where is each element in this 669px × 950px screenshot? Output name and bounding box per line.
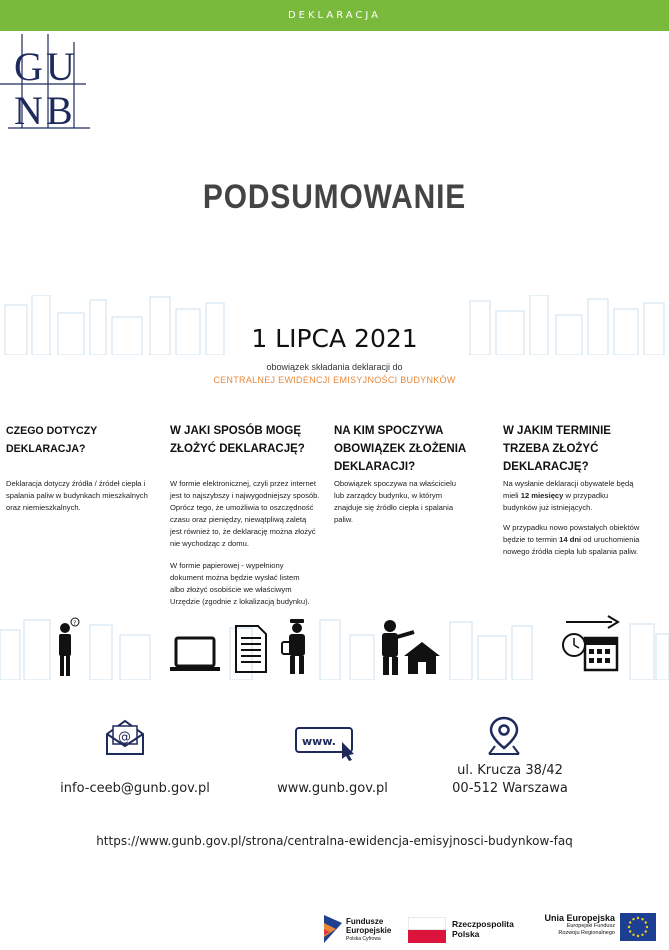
page-title: PODSUMOWANIE bbox=[202, 178, 467, 216]
eu-star bbox=[645, 930, 647, 932]
email-address[interactable]: info-ceeb@gunb.gov.pl bbox=[60, 781, 210, 796]
eu-star bbox=[637, 935, 639, 937]
eu-flag-icon bbox=[620, 913, 656, 941]
website-link[interactable]: www.gunb.gov.pl bbox=[277, 781, 388, 796]
postman-icon bbox=[282, 619, 305, 674]
illustration-icons bbox=[0, 612, 669, 682]
location-pin-icon bbox=[486, 716, 522, 756]
column-heading: CZEGO DOTYCZY DEKLARACJA? bbox=[6, 425, 98, 455]
eu-star bbox=[629, 921, 631, 923]
eu-star bbox=[641, 934, 643, 936]
header-bar bbox=[0, 0, 669, 31]
fe-line2: Europejskie bbox=[346, 926, 392, 935]
header-label: DEKLARACJA bbox=[287, 10, 382, 21]
svg-text:www.: www. bbox=[302, 735, 336, 748]
column-who bbox=[334, 422, 494, 524]
rp-line1: Rzeczpospolita bbox=[452, 919, 514, 929]
column-what bbox=[6, 422, 166, 512]
ue-line2: Europejski Fundusz bbox=[566, 923, 615, 929]
person-question-icon bbox=[59, 618, 79, 676]
document-icon bbox=[236, 626, 266, 672]
address-line2: 00-512 Warszawa bbox=[452, 781, 568, 796]
eu-star bbox=[641, 918, 643, 920]
deadline-date: 1 LIPCA 2021 bbox=[251, 324, 418, 353]
column-when bbox=[503, 422, 663, 556]
gunb-logo bbox=[0, 32, 100, 132]
rp-line2: Polska bbox=[452, 929, 480, 939]
column-text: Obowiązek spoczywa na właścicielu lub zarządcy budynku, w którym znajduje się źródło ciepła i spalania paliw. bbox=[334, 479, 456, 524]
column-text: Na wysłanie deklaracji obywatele będą mieli 12 miesięcy w przypadku budynków już istniejących. bbox=[503, 479, 634, 512]
laptop-icon bbox=[170, 638, 220, 671]
registry-name: CENTRALNEJ EWIDENCJI EMISYJNOŚCI BUDYNKÓW bbox=[213, 375, 456, 385]
column-how bbox=[170, 422, 330, 606]
column-heading: NA KIM SPOCZYWA OBOWIĄZEK ZŁOŻENIA DEKLARACJI? bbox=[334, 425, 466, 473]
svg-text:N: N bbox=[14, 88, 43, 132]
faq-link[interactable]: https://www.gunb.gov.pl/strona/centralna-ewidencja-emisyjnosci-budynkow-faq bbox=[96, 834, 573, 848]
owner-house-icon bbox=[382, 620, 440, 675]
fundusze-europejskie-logo bbox=[322, 913, 344, 945]
eu-star bbox=[645, 921, 647, 923]
email-icon bbox=[104, 716, 146, 758]
column-text: Deklaracja dotyczy źródła / źródeł ciepła i spalania paliw w budynkach mieszkalnych oraz niemieszkalnych. bbox=[6, 479, 148, 512]
column-heading: W JAKIM TERMINIE TRZEBA ZŁOŻYĆ DEKLARACJĘ? bbox=[503, 425, 611, 473]
eu-star bbox=[646, 926, 648, 928]
ue-line1: Unia Europejska bbox=[544, 913, 615, 923]
ue-line3: Rozwoju Regionalnego bbox=[558, 930, 615, 936]
polish-flag-icon bbox=[408, 917, 446, 943]
fe-line1: Fundusze bbox=[346, 917, 384, 926]
svg-text:?: ? bbox=[73, 620, 77, 627]
calendar-clock-icon bbox=[563, 616, 618, 670]
eu-star bbox=[637, 917, 639, 919]
eu-star bbox=[632, 918, 634, 920]
svg-text:G: G bbox=[14, 44, 43, 89]
svg-text:B: B bbox=[46, 88, 73, 132]
column-text-paper: W formie papierowej - wypełniony dokument można będzie wysłać listem albo złożyć osobiście we właściwym Urzędzie (zgodnie z lokalizacją budynku). bbox=[170, 561, 310, 606]
funding-logos bbox=[320, 905, 669, 950]
eu-star bbox=[628, 926, 630, 928]
web-icon bbox=[294, 726, 360, 762]
eu-star bbox=[629, 930, 631, 932]
deadline-subtitle: obowiązek składania deklaracji do bbox=[266, 362, 403, 372]
svg-text:U: U bbox=[46, 44, 75, 89]
fe-line3: Polska Cyfrowa bbox=[346, 936, 381, 942]
column-text: W formie elektronicznej, czyli przez internet jest to najszybszy i najwygodniejszy sposób. Oprócz tego, że umożliwia to oszczędność czasu oraz pieniędzy, niewątpliwą zaletą jest również to, że deklarację można złożyć nie wychodząc z domu. bbox=[170, 479, 320, 548]
eu-star bbox=[632, 934, 634, 936]
column-text-new: W przypadku nowo powstałych obiektów będzie to termin 14 dni od uruchomienia nowego źródła ciepła lub spalania paliw. bbox=[503, 523, 640, 556]
svg-text:@: @ bbox=[118, 730, 131, 745]
address-line1: ul. Krucza 38/42 bbox=[457, 763, 563, 778]
column-heading: W JAKI SPOSÓB MOGĘ ZŁOŻYĆ DEKLARACJĘ? bbox=[170, 425, 305, 455]
